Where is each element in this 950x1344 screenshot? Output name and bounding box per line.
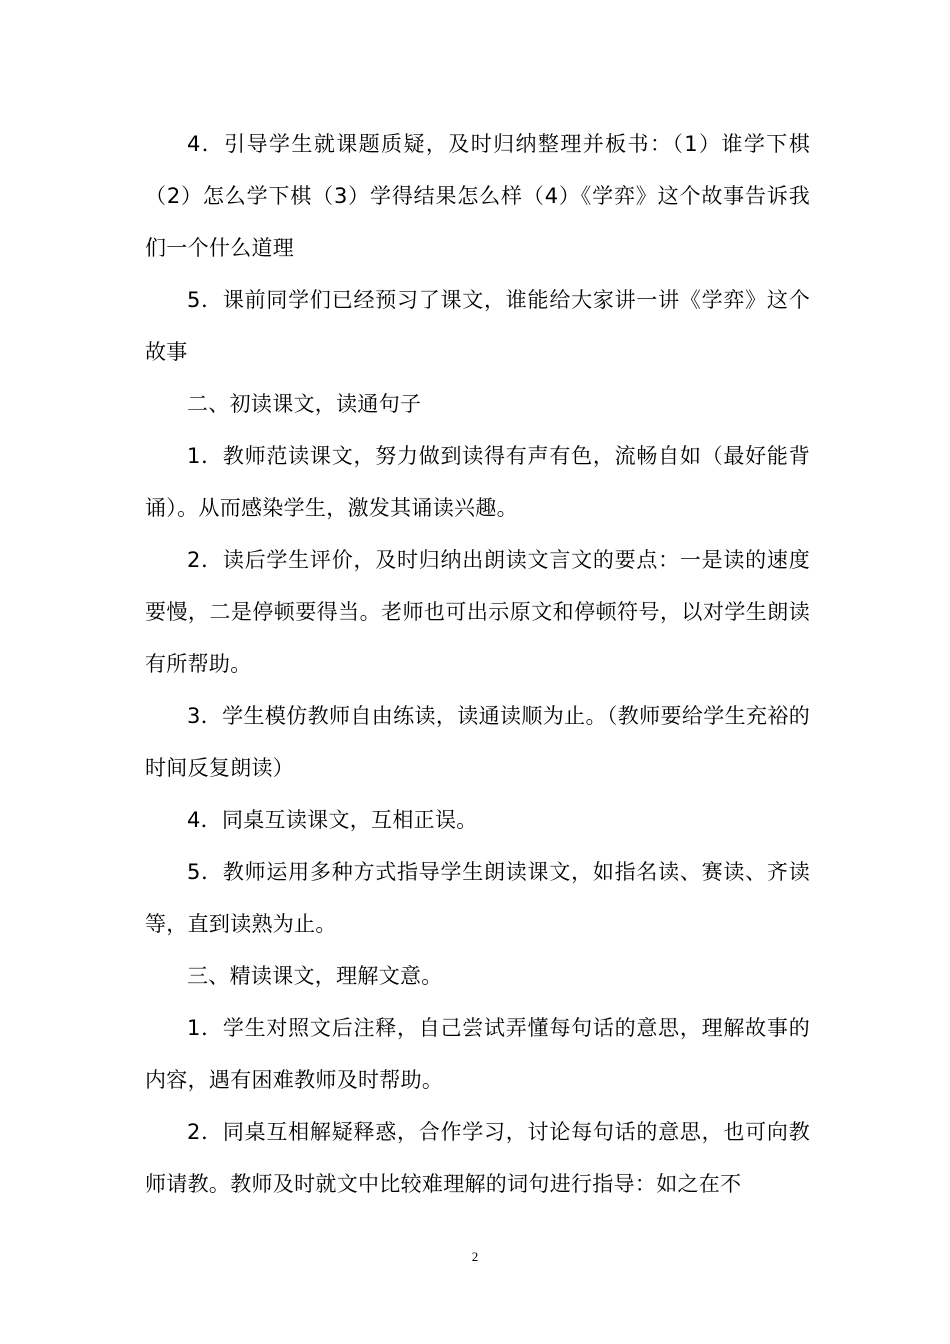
page-number: 2 (471, 1249, 479, 1264)
paragraph-annotation-study: 1．学生对照文后注释，自己尝试弄懂每句话的意思，理解故事的内容，遇有困难教师及时帮助。 (145, 1016, 810, 1092)
section-heading-first-reading: 二、初读课文，读通句子 (187, 392, 422, 416)
paragraph-teacher-model-reading: 1．教师范读课文，努力做到读得有声有色，流畅自如（最好能背诵）。从而感染学生，激发其诵读兴趣。 (145, 444, 810, 520)
paragraph-guided-reading: 5．教师运用多种方式指导学生朗读课文，如指名读、赛读、齐读等，直到读熟为止。 (145, 860, 810, 936)
paragraph-step-4-question-title: 4．引导学生就课题质疑，及时归纳整理并板书：（1）谁学下棋（2）怎么学下棋（3）学得结果怎么样（4）《学弈》这个故事告诉我们一个什么道理 (145, 132, 810, 260)
paragraph-step-5-retell-story: 5．课前同学们已经预习了课文，谁能给大家讲一讲《学弈》这个故事 (145, 288, 810, 364)
paragraph-student-evaluation: 2．读后学生评价，及时归纳出朗读文言文的要点：一是读的速度要慢，二是停顿要得当。老师也可出示原文和停顿符号，以对学生朗读有所帮助。 (145, 548, 810, 676)
paragraph-cooperative-learning: 2．同桌互相解疑释惑，合作学习，讨论每句话的意思，也可向教师请教。教师及时就文中比较难理解的词句进行指导：如之在不 (145, 1120, 810, 1196)
document-body (145, 118, 810, 1210)
paragraph-desk-mate-reading: 4．同桌互读课文，互相正误。 (187, 808, 478, 832)
paragraph-student-imitation: 3．学生模仿教师自由练读，读通读顺为止。（教师要给学生充裕的时间反复朗读） (145, 704, 810, 780)
section-heading-close-reading: 三、精读课文，理解文意。 (187, 964, 443, 988)
